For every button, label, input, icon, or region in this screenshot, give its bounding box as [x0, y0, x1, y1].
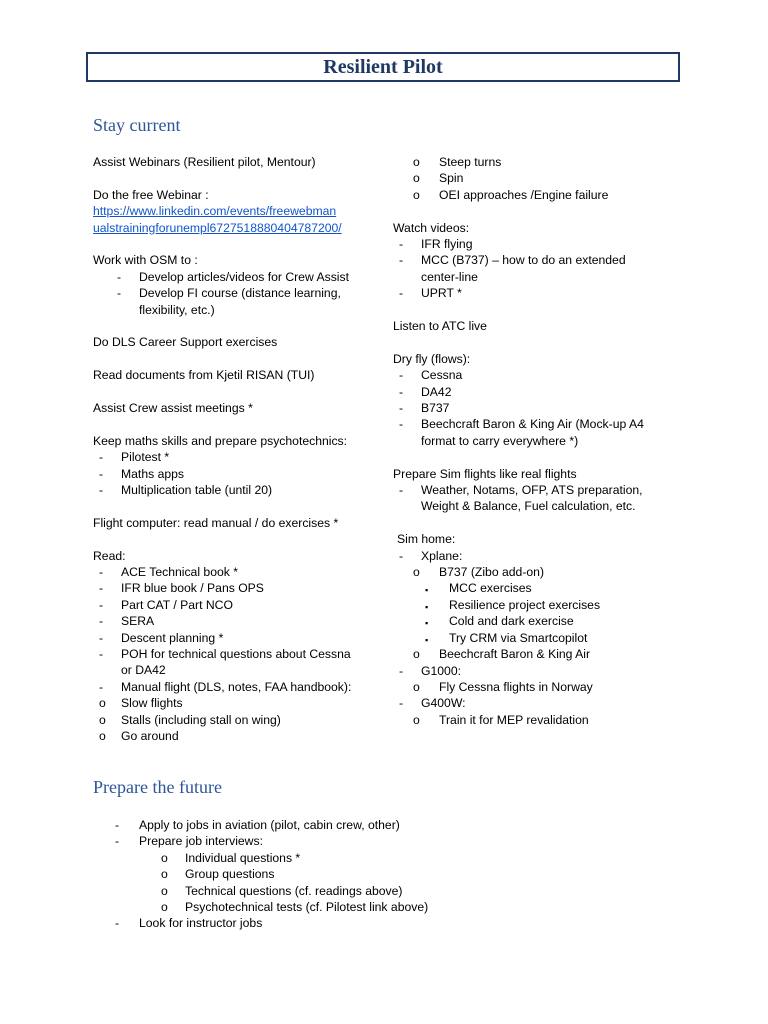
webinar-link-cont[interactable]: ualstrainingforunempl6727518880404787200/	[93, 220, 342, 235]
list-item: - Look for instructor jobs	[115, 916, 263, 931]
work-osm: Work with OSM to :	[93, 253, 198, 268]
dls-exercises: Do DLS Career Support exercises	[93, 335, 278, 350]
list-item: - DA42	[399, 384, 452, 399]
list-item-cont: Weight & Balance, Fuel calculation, etc.	[421, 499, 636, 514]
list-item: - IFR flying	[399, 237, 473, 252]
list-item: - B737	[399, 401, 450, 416]
sub-list-item: o Go around	[99, 729, 179, 744]
assist-webinars: Assist Webinars (Resilient pilot, Mentour)	[93, 155, 316, 169]
sub-sub-list-item: ▪ MCC exercises	[425, 581, 532, 596]
heading-stay-current: Stay current	[93, 115, 181, 135]
document-title: Resilient Pilot	[323, 55, 443, 78]
list-item-cont: or DA42	[121, 663, 166, 678]
sub-sub-list-item: ▪ Resilience project exercises	[425, 597, 601, 612]
crew-assist: Assist Crew assist meetings *	[93, 401, 253, 416]
listen-atc: Listen to ATC live	[393, 319, 487, 334]
list-item: - Pilotest *	[99, 450, 170, 465]
heading-prepare-future: Prepare the future	[93, 777, 222, 797]
free-webinar: Do the free Webinar :	[93, 187, 209, 202]
right-column	[393, 154, 693, 728]
list-item: - Manual flight (DLS, notes, FAA handbook):	[99, 679, 352, 694]
list-item: - ACE Technical book *	[99, 565, 238, 580]
sub-list-item: o OEI approaches /Engine failure	[413, 187, 609, 202]
flight-computer: Flight computer: read manual / do exercises *	[93, 515, 339, 530]
list-item: - MCC (B737) – how to do an extended	[399, 253, 626, 268]
prepare-sim: Prepare Sim flights like real flights	[393, 466, 577, 481]
sub-sub-list-item: ▪ Try CRM via Smartcopilot	[425, 630, 588, 645]
list-item: - Descent planning *	[99, 630, 224, 645]
read-label: Read:	[93, 548, 126, 563]
sub-list-item: o Stalls (including stall on wing)	[99, 712, 281, 727]
watch-videos: Watch videos:	[393, 220, 470, 235]
webinar-link[interactable]: https://www.linkedin.com/events/freewebman	[93, 204, 337, 219]
list-item: - Develop FI course (distance learning,	[117, 286, 341, 301]
dry-fly: Dry fly (flows):	[393, 351, 471, 366]
list-item: - G400W:	[399, 696, 466, 711]
sub-list-item: o Individual questions *	[161, 850, 301, 865]
list-item: - Beechcraft Baron & King Air (Mock-up A4	[399, 417, 644, 432]
sub-list-item: o Beechcraft Baron & King Air	[413, 647, 591, 662]
sub-list-item: o Group questions	[161, 867, 275, 882]
list-item: - Part CAT / Part NCO	[99, 597, 233, 612]
list-item: - G1000:	[399, 663, 461, 678]
list-item: - IFR blue book / Pans OPS	[99, 581, 264, 596]
sub-list-item: o B737 (Zibo add-on)	[413, 565, 545, 580]
sub-list-item: o Train it for MEP revalidation	[413, 712, 589, 727]
list-item: - Weather, Notams, OFP, ATS preparation,	[399, 483, 643, 498]
sim-home: Sim home:	[397, 532, 456, 547]
list-item: - Apply to jobs in aviation (pilot, cabin crew, other)	[115, 818, 400, 832]
sub-list-item: o Steep turns	[413, 155, 502, 169]
list-item: - UPRT *	[399, 286, 462, 301]
list-item: - Cessna	[399, 368, 463, 383]
sub-sub-list-item: ▪ Cold and dark exercise	[425, 614, 574, 629]
sub-list-item: o Slow flights	[99, 696, 183, 711]
sub-list-item: o Spin	[413, 171, 464, 186]
read-documents: Read documents from Kjetil RISAN (TUI)	[93, 368, 315, 383]
list-item: - SERA	[99, 614, 155, 629]
list-item: - Develop articles/videos for Crew Assist	[117, 269, 349, 284]
sub-list-item: o Technical questions (cf. readings above)	[161, 883, 403, 898]
list-item: - Xplane:	[399, 548, 463, 563]
future-list	[93, 817, 653, 932]
list-item: - Prepare job interviews:	[115, 834, 263, 849]
list-item-cont: center-line	[421, 269, 478, 284]
list-item-cont: format to carry everywhere *)	[421, 433, 579, 448]
sub-list-item: o Psychotechnical tests (cf. Pilotest link above)	[161, 900, 429, 915]
list-item: - POH for technical questions about Cessna	[99, 647, 351, 662]
left-column	[93, 154, 393, 745]
list-item: - Multiplication table (until 20)	[99, 483, 273, 498]
maths-skills: Keep maths skills and prepare psychotechnics:	[93, 433, 348, 448]
list-item: - Maths apps	[99, 466, 185, 481]
list-item-cont: flexibility, etc.)	[139, 302, 215, 317]
title-box	[86, 52, 680, 82]
sub-list-item: o Fly Cessna flights in Norway	[413, 679, 593, 694]
